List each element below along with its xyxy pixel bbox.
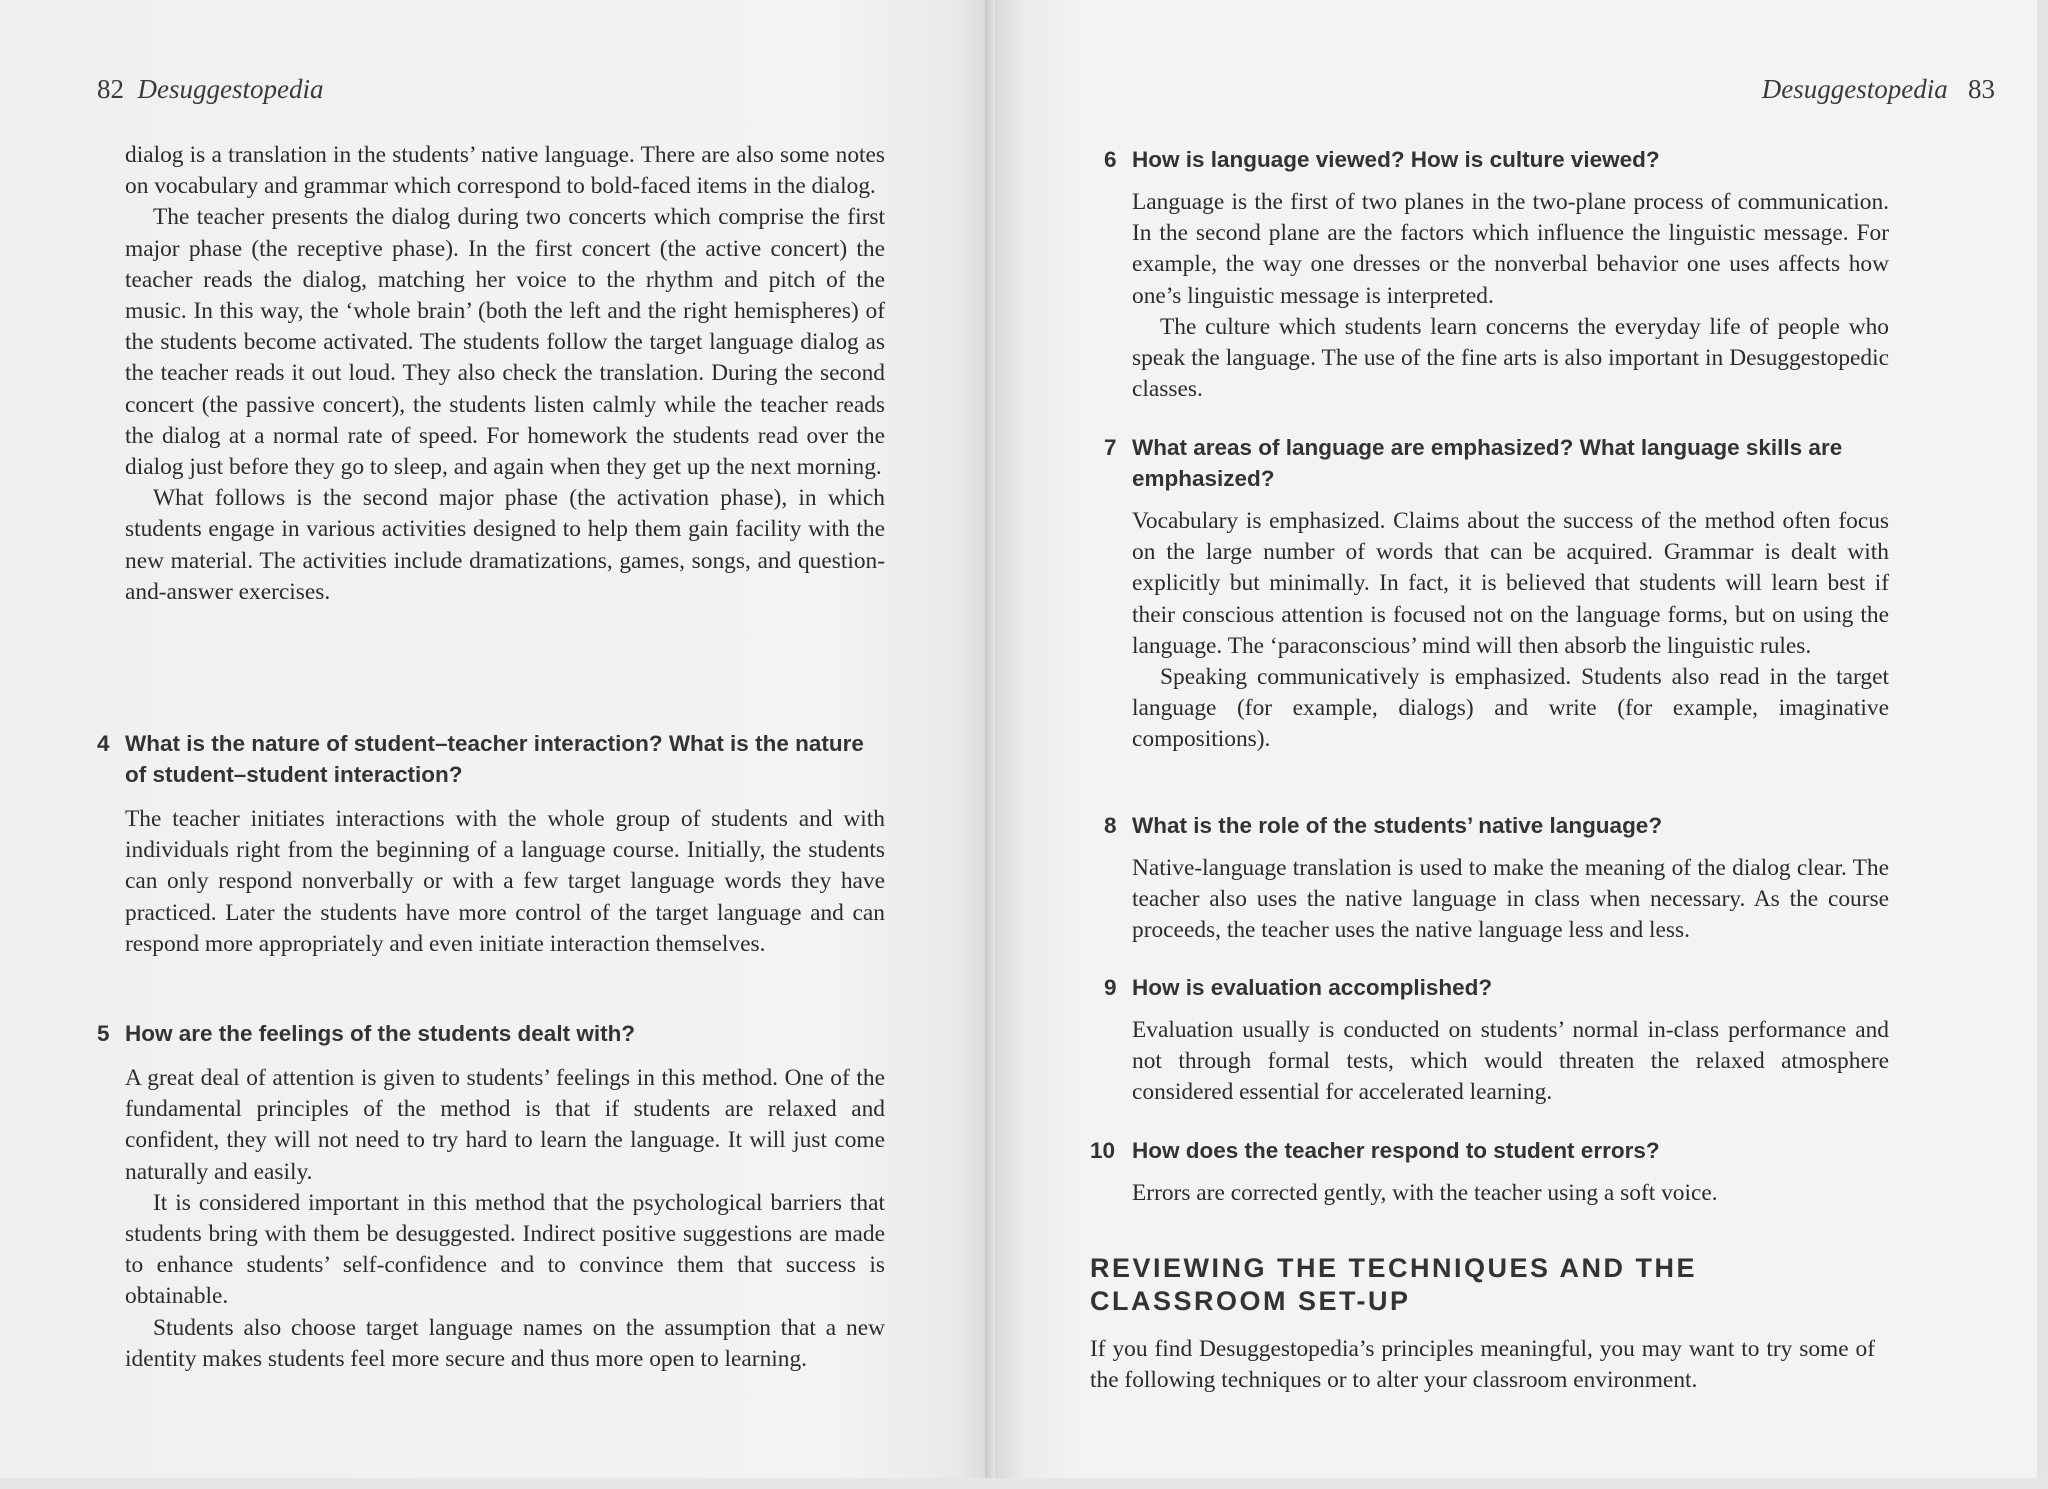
question-text: What is the nature of student–teacher interaction? What is the nature of student–student interaction? (125, 731, 864, 787)
paragraph: What follows is the second major phase (the activation phase), in which students engage in various activities designed to help them gain facility with the new material. The activities include dramatizations, games, songs, and question-and-answer exercises. (125, 485, 885, 605)
question-10-heading (1090, 1135, 1889, 1166)
question-text: How is evaluation accomplished? (1132, 975, 1493, 1000)
right-page (995, 0, 2048, 1489)
right-running-head (1762, 74, 1995, 105)
paragraph: dialog is a translation in the students’ native language. There are also some notes on vocabulary and grammar which correspond to bold-faced items in the dialog. (125, 142, 885, 200)
question-9-heading (1104, 972, 1889, 1003)
question-text: What is the role of the students’ native language? (1132, 813, 1663, 838)
right-page-number: 83 (1968, 74, 1995, 104)
question-7-heading (1104, 432, 1889, 494)
question-8-heading (1104, 810, 1889, 841)
question-text: What areas of language are emphasized? What language skills are emphasized? (1132, 435, 1843, 491)
question-5-block (97, 1018, 885, 1375)
left-running-head (97, 74, 323, 105)
question-number: 8 (1104, 813, 1117, 838)
page-bottom-edge (0, 1478, 2048, 1489)
left-body-top (125, 140, 885, 608)
paragraph: Language is the first of two planes in the two-plane process of communication. In the second plane are the factors which influence the linguistic message. For example, the way one dresses or the nonverbal behavior one uses affects how one’s linguistic message is interpreted. (1132, 189, 1889, 309)
paragraph: Speaking communicatively is emphasized. Students also read in the target language (for example, dialogs) and write (for example, imaginative compositions). (1132, 664, 1889, 753)
question-number: 5 (97, 1021, 110, 1046)
question-number: 6 (1104, 147, 1117, 172)
question-number: 9 (1104, 975, 1117, 1000)
book-gutter (985, 0, 995, 1489)
question-text: How is language viewed? How is culture viewed? (1132, 147, 1660, 172)
paragraph: Native-language translation is used to make the meaning of the dialog clear. The teacher also uses the native language in class when necessary. As the course proceeds, the teacher uses the native language less and less. (1132, 855, 1889, 944)
question-number: 10 (1090, 1138, 1116, 1163)
question-4-block (97, 728, 885, 960)
question-number: 4 (97, 731, 110, 756)
section-title: REVIEWING THE TECHNIQUES AND THE CLASSROOM SET-UP (1090, 1253, 1698, 1316)
paragraph: Errors are corrected gently, with the teacher using a soft voice. (1132, 1180, 1718, 1206)
paragraph: Evaluation usually is conducted on students’ normal in-class performance and not through formal tests, which would threaten the relaxed atmosphere considered essential for accelerated learning. (1132, 1017, 1889, 1106)
question-number: 7 (1104, 435, 1117, 460)
question-6-block (1104, 144, 1889, 405)
question-4-heading (97, 728, 885, 790)
left-page (0, 0, 985, 1489)
paragraph: Vocabulary is emphasized. Claims about the success of the method often focus on the large number of words that can be acquired. Grammar is dealt with explicitly but minimally. In fact, it is believed that students will learn best if their conscious attention is focused not on the language forms, but on using the language. The ‘paraconscious’ mind will then absorb the linguistic rules. (1132, 508, 1889, 659)
question-9-block (1104, 972, 1889, 1109)
question-text: How does the teacher respond to student errors? (1132, 1138, 1660, 1163)
question-text: How are the feelings of the students dealt with? (125, 1021, 636, 1046)
question-6-heading (1104, 144, 1889, 175)
section-block (1090, 1252, 1875, 1396)
paragraph: The teacher initiates interactions with the whole group of students and with individuals right from the beginning of a language course. Initially, the students can only respond nonverbally or with a few target language words they have practiced. Later the students have more control of the target language and can respond more appropriately and even initiate interaction themselves. (125, 806, 885, 957)
paragraph: The teacher presents the dialog during two concerts which comprise the first major phase (the receptive phase). In the first concert (the active concert) the teacher reads the dialog, matching her voice to the rhythm and pitch of the music. In this way, the ‘whole brain’ (both the left and the right hemispheres) of the students become activated. The students follow the target language dialog as the teacher reads it out loud. They also check the translation. During the second concert (the passive concert), the students listen calmly while the teacher reads the dialog at a normal rate of speed. For homework the students read over the dialog just before they go to sleep, and again when they get up the next morning. (125, 204, 885, 481)
paragraph: It is considered important in this method that the psychological barriers that students bring with them be desuggested. Indirect positive suggestions are made to enhance students’ self-confidence and to convince them that success is obtainable. (125, 1189, 885, 1310)
right-running-title: Desuggestopedia (1761, 74, 1948, 104)
question-5-heading (97, 1018, 885, 1049)
paragraph: The culture which students learn concerns the everyday life of people who speak the language. The use of the fine arts is also important in Desuggestopedic classes. (1132, 313, 1889, 403)
left-page-number: 82 (97, 74, 124, 104)
left-running-title: Desuggestopedia (137, 74, 324, 104)
paragraph: Students also choose target language names on the assumption that a new identity makes students feel more secure and thus more open to learning. (125, 1314, 885, 1372)
paragraph: If you find Desuggestopedia’s principles meaningful, you may want to try some of the following techniques or to alter your classroom environment. (1090, 1336, 1875, 1394)
page-edge (2037, 0, 2048, 1489)
question-7-block (1104, 432, 1889, 756)
question-10-block (1090, 1135, 1889, 1209)
paragraph: A great deal of attention is given to students’ feelings in this method. One of the fundamental principles of the method is that if students are relaxed and confident, they will not need to try hard to learn the language. It will just come naturally and easily. (125, 1065, 885, 1185)
question-8-block (1104, 810, 1889, 947)
